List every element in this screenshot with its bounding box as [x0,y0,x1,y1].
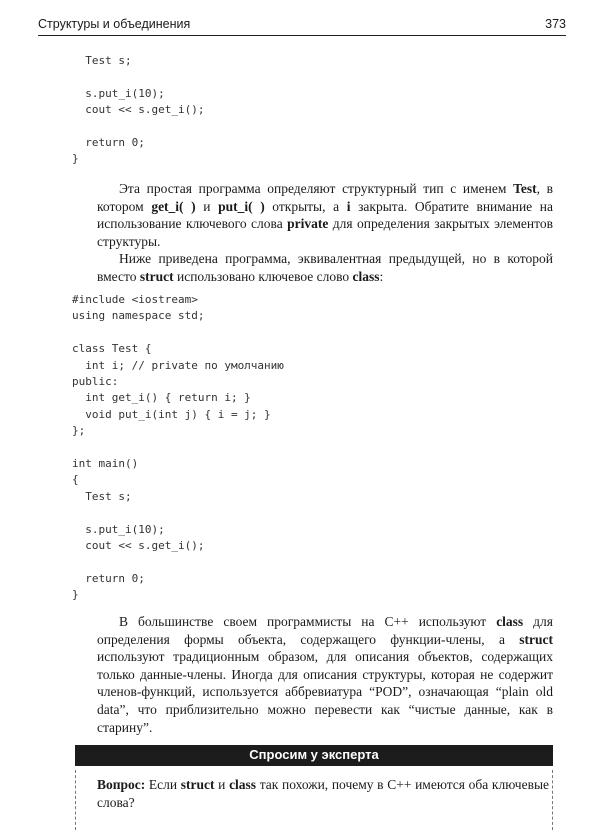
keyword: private [287,216,329,232]
expert-box-border-right [552,770,553,830]
expert-question: Вопрос: Если struct и class так похожи, почему в C++ имеются оба ключевые слова? [97,777,550,810]
body-paragraph-2 [97,613,553,736]
keyword: class [496,614,524,629]
keyword: struct [139,268,174,284]
expert-box-border-left [75,770,76,830]
body-paragraph-1 [97,180,553,286]
expert-box-title: Спросим у эксперта [249,747,379,762]
keyword: struct [519,631,553,647]
paragraph-sentence: В большинстве своем программисты на C++ используют class для определения формы объекта, содержащего функции-члены, а struct используют традиционным образом, для описания объектов, содержащих только данные-члены. Иногда для описания структуры, которая не содержит членов-функций, используется аббревиатура “POD”, означающая “plain old data”, что приблизительно можно перевести как “чистые данные, как в старину”. [97,614,553,735]
page-header [38,14,566,36]
keyword: class [352,268,380,284]
keyword: Test [513,181,537,196]
code-listing-class: #include <iostream> using namespace std; class Test { int i; // private по умолчанию public: int get_i() { return i; } void put_i(int j) { i = j; } }; int main() { Test s; s.put_i(10); cout << s.get_i(); return 0; } [72,293,284,602]
question-label: Вопрос: [97,777,146,792]
keyword: get_i( ) [151,198,196,214]
expert-box-header [75,745,553,766]
paragraph-sentence: Ниже приведена программа, эквивалентная предыдущей, но в которой вместо struct использовано ключевое слово class: [97,251,553,284]
keyword: struct [180,777,215,792]
header-rule [38,35,566,36]
keyword: class [229,777,257,792]
code-listing-end: Test s; s.put_i(10); cout << s.get_i(); return 0; } [72,54,205,166]
paragraph-sentence: Эта простая программа определяют структурный тип с именем Test, в котором get_i( ) и put_i( ) открыты, а i закрыта. Обратите внимание на использование ключевого слова private для определения закрытых элементов структуры. [97,181,554,249]
keyword: put_i( ) [218,198,265,214]
keyword: i [346,198,351,214]
page-number: 373 [545,17,566,31]
chapter-title: Структуры и объединения [38,17,191,31]
